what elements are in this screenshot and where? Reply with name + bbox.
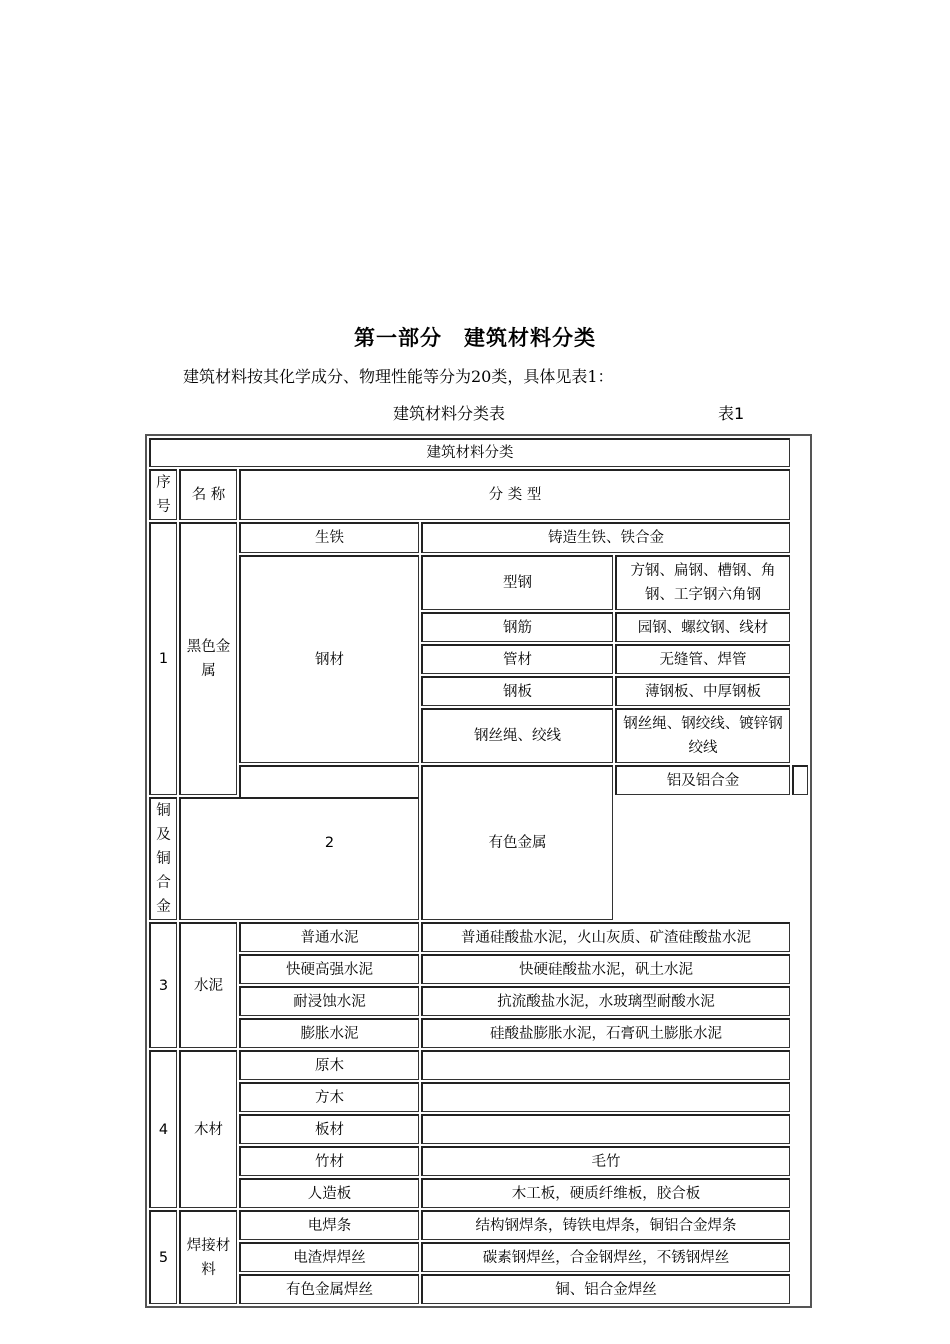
type-cell: 原木 — [239, 1050, 419, 1080]
sub-type-cell: 型钢 — [421, 555, 613, 610]
group-no: 3 — [149, 922, 177, 1048]
group-name: 黑色金属 — [179, 522, 237, 795]
type-cell: 人造板 — [239, 1178, 419, 1208]
group-name: 木材 — [179, 1050, 237, 1208]
table-row — [149, 922, 808, 952]
group-name: 有色金属 — [421, 765, 613, 920]
detail-cell — [421, 1082, 790, 1112]
type-cell: 生铁 — [239, 522, 419, 553]
column-header-name: 名 称 — [179, 469, 237, 520]
detail-cell: 毛竹 — [421, 1146, 790, 1176]
detail-cell — [421, 1050, 790, 1080]
table-caption: 建筑材料分类表 — [393, 404, 506, 423]
group-name: 水泥 — [179, 922, 237, 1048]
table-row — [149, 1114, 808, 1144]
detail-cell: 硅酸盐膨胀水泥，石膏矾土膨胀水泥 — [421, 1018, 790, 1048]
column-header-no: 序号 — [149, 469, 177, 520]
type-cell: 方木 — [239, 1082, 419, 1112]
table-row — [149, 1274, 808, 1304]
group-no: 1 — [149, 522, 177, 795]
table-row — [149, 522, 808, 553]
detail-cell: 结构钢焊条，铸铁电焊条，铜铝合金焊条 — [421, 1210, 790, 1240]
detail-cell: 无缝管、焊管 — [615, 644, 790, 674]
detail-cell — [179, 797, 419, 920]
table-main-header: 建筑材料分类 — [149, 438, 790, 467]
detail-cell — [421, 1114, 790, 1144]
type-cell: 钢材 — [239, 555, 419, 763]
detail-cell: 铜、铝合金焊丝 — [421, 1274, 790, 1304]
type-cell: 快硬高强水泥 — [239, 954, 419, 984]
table-row — [149, 1146, 808, 1176]
page-title: 第一部分 建筑材料分类 — [354, 325, 596, 350]
group-no: 5 — [149, 1210, 177, 1304]
group-no: 2 — [239, 765, 419, 920]
intro-paragraph: 建筑材料按其化学成分、物理性能等分为20类，具体见表1： — [183, 367, 614, 386]
detail-cell: 抗流酸盐水泥，水玻璃型耐酸水泥 — [421, 986, 790, 1016]
sub-type-cell: 钢筋 — [421, 612, 613, 642]
table-row — [149, 1050, 808, 1080]
type-cell: 耐浸蚀水泥 — [239, 986, 419, 1016]
type-cell: 铜及铜合金 — [149, 797, 177, 920]
detail-cell: 方钢、扁钢、槽钢、角钢、工字钢六角钢 — [615, 555, 790, 610]
type-cell: 铝及铝合金 — [615, 765, 790, 795]
table-row — [149, 1242, 808, 1272]
group-no: 4 — [149, 1050, 177, 1208]
type-cell: 电焊条 — [239, 1210, 419, 1240]
table-row — [149, 1210, 808, 1240]
group-name: 焊接材料 — [179, 1210, 237, 1304]
materials-table — [145, 434, 812, 1308]
sub-type-cell: 钢丝绳、绞线 — [421, 708, 613, 763]
type-cell: 普通水泥 — [239, 922, 419, 952]
type-cell: 电渣焊焊丝 — [239, 1242, 419, 1272]
detail-cell: 钢丝绳、钢绞线、镀锌钢绞线 — [615, 708, 790, 763]
detail-cell: 碳素钢焊丝，合金钢焊丝，不锈钢焊丝 — [421, 1242, 790, 1272]
detail-cell — [792, 765, 808, 795]
table-number: 表1 — [718, 404, 745, 423]
detail-cell: 木工板，硬质纤维板，胶合板 — [421, 1178, 790, 1208]
detail-cell: 普通硅酸盐水泥，火山灰质、矿渣硅酸盐水泥 — [421, 922, 790, 952]
table-row — [149, 1082, 808, 1112]
detail-cell: 薄钢板、中厚钢板 — [615, 676, 790, 706]
type-cell: 膨胀水泥 — [239, 1018, 419, 1048]
type-cell: 有色金属焊丝 — [239, 1274, 419, 1304]
type-cell: 竹材 — [239, 1146, 419, 1176]
detail-cell: 园钢、螺纹钢、线材 — [615, 612, 790, 642]
type-cell: 板材 — [239, 1114, 419, 1144]
column-header-type: 分 类 型 — [239, 469, 790, 520]
table-row — [149, 1018, 808, 1048]
detail-cell: 快硬硅酸盐水泥，矾土水泥 — [421, 954, 790, 984]
table-row — [149, 954, 808, 984]
detail-cell: 铸造生铁、铁合金 — [421, 522, 790, 553]
table-row — [149, 1178, 808, 1208]
table-row — [149, 986, 808, 1016]
table-row — [149, 555, 808, 610]
table-row — [149, 765, 808, 795]
sub-type-cell: 钢板 — [421, 676, 613, 706]
sub-type-cell: 管材 — [421, 644, 613, 674]
